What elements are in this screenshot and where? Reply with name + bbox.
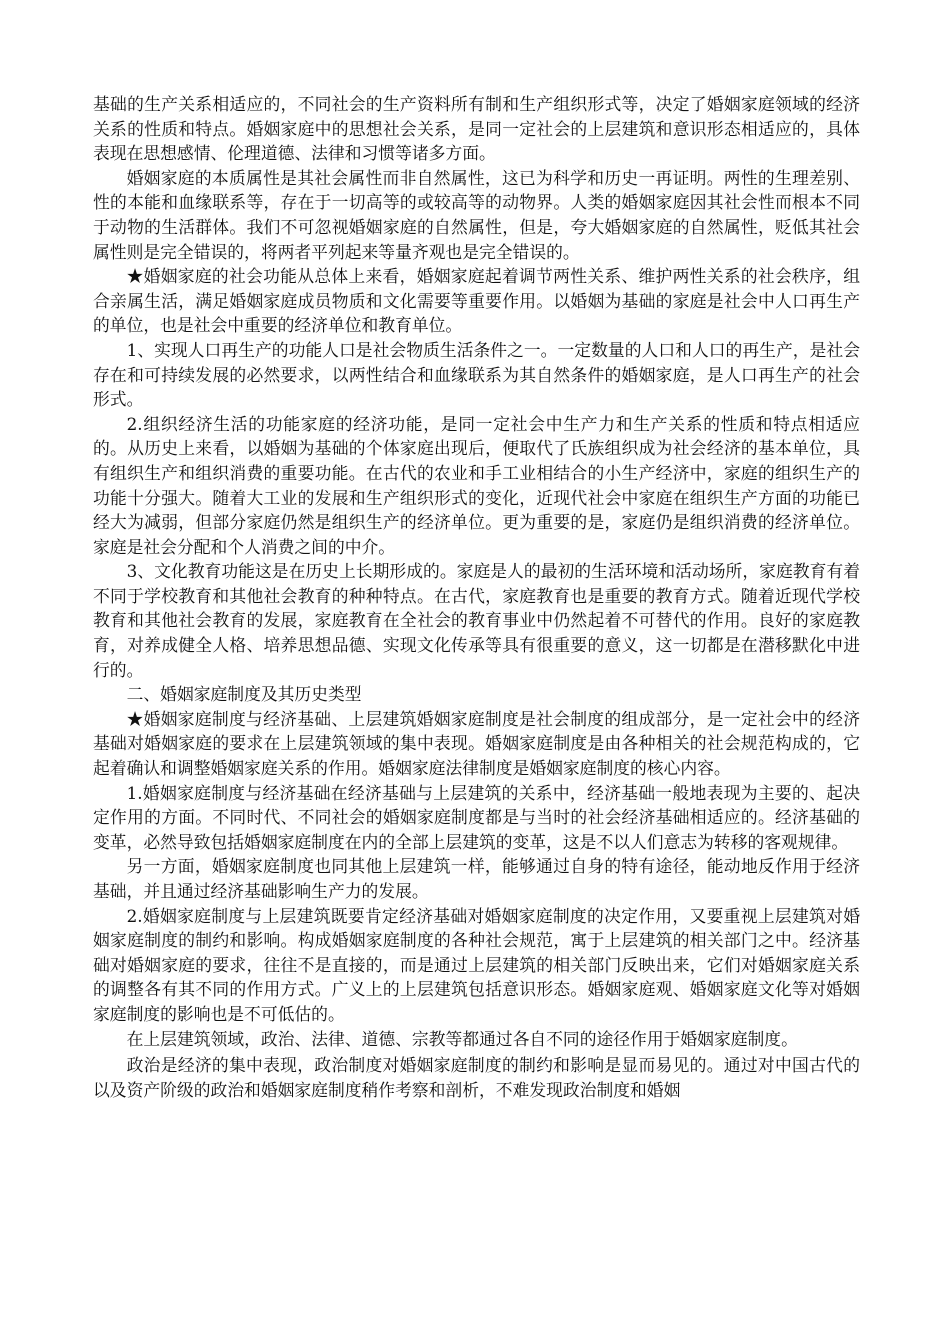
paragraph-12: 政治是经济的集中表现，政治制度对婚姻家庭制度的制约和影响是显而易见的。通过对中国古代的以及资产阶级的政治和婚姻家庭制度稍作考察和剖析，不难发现政治制度和婚姻 <box>93 1055 860 1100</box>
section-heading: 二、婚姻家庭制度及其历史类型 <box>126 684 362 705</box>
paragraph-1: 基础的生产关系相适应的，不同社会的生产资料所有制和生产组织形式等，决定了婚姻家庭领域的经济关系的性质和特点。婚姻家庭中的思想社会关系，是同一定社会的上层建筑和意识形态相适应的，具体表现在思想感情、伦理道德、法律和习惯等诸多方面。 <box>93 94 860 164</box>
paragraph-3: ★婚姻家庭的社会功能从总体上来看，婚姻家庭起着调节两性关系、维护两性关系的社会秩序，组合亲属生活，满足婚姻家庭成员物质和文化需要等重要作用。以婚姻为基础的家庭是社会中人口再生产的单位，也是社会中重要的经济单位和教育单位。 <box>93 266 860 336</box>
paragraph-4: 1、实现人口再生产的功能人口是社会物质生活条件之一。一定数量的人口和人口的再生产，是社会存在和可持续发展的必然要求，以两性结合和血缘联系为其自然条件的婚姻家庭，是人口再生产的社会形式。 <box>93 339 860 410</box>
paragraph-5: 2.组织经济生活的功能家庭的经济功能，是同一定社会中生产力和生产关系的性质和特点相适应的。从历史上来看，以婚姻为基础的个体家庭出现后，便取代了氏族组织成为社会经济的基本单位，具有组织生产和组织消费的重要功能。在古代的农业和手工业相结合的小生产经济中，家庭的组织生产的功能十分强大。随着大工业的发展和生产组织形式的变化，近现代社会中家庭在组织生产方面的功能已经大为减弱，但部分家庭仍然是组织生产的经济单位。更为重要的是，家庭仍是组织消费的经济单位。家庭是社会分配和个人消费之间的中介。 <box>93 413 860 557</box>
paragraph-11: 在上层建筑领域，政治、法律、道德、宗教等都通过各自不同的途径作用于婚姻家庭制度。 <box>126 1028 798 1049</box>
paragraph-7: ★婚姻家庭制度与经济基础、上层建筑婚姻家庭制度是社会制度的组成部分，是一定社会中的经济基础对婚姻家庭的要求在上层建筑领域的集中表现。婚姻家庭制度是由各种相关的社会规范构成的，它起着确认和调整婚姻家庭关系的作用。婚姻家庭法律制度是婚姻家庭制度的核心内容。 <box>93 708 860 779</box>
document-body <box>93 92 860 1102</box>
paragraph-9: 另一方面，婚姻家庭制度也同其他上层建筑一样，能够通过自身的特有途径，能动地反作用于经济基础，并且通过经济基础影响生产力的发展。 <box>93 856 860 901</box>
paragraph-8: 1.婚姻家庭制度与经济基础在经济基础与上层建筑的关系中，经济基础一般地表现为主要的、起决定作用的方面。不同时代、不同社会的婚姻家庭制度都是与当时的社会经济基础相适应的。经济基础的变革，必然导致包括婚姻家庭制度在内的全部上层建筑的变革，这是不以人们意志为转移的客观规律。 <box>93 782 860 852</box>
paragraph-10: 2.婚姻家庭制度与上层建筑既要肯定经济基础对婚姻家庭制度的决定作用，又要重视上层建筑对婚姻家庭制度的制约和影响。构成婚姻家庭制度的各种社会规范，寓于上层建筑的相关部门之中。经济基础对婚姻家庭的要求，往往不是直接的，而是通过上层建筑的相关部门反映出来，它们对婚姻家庭关系的调整各有其不同的作用方式。广义上的上层建筑包括意识形态。婚姻家庭观、婚姻家庭文化等对婚姻家庭制度的影响也是不可低估的。 <box>93 905 860 1024</box>
paragraph-2: 婚姻家庭的本质属性是其社会属性而非自然属性，这已为科学和历史一再证明。两性的生理差别、性的本能和血缘联系等，存在于一切高等的或较高等的动物界。人类的婚姻家庭因其社会性而根本不同于动物的生活群体。我们不可忽视婚姻家庭的自然属性，但是，夸大婚姻家庭的自然属性，贬低其社会属性则是完全错误的，将两者平列起来等量齐观也是完全错误的。 <box>93 167 860 262</box>
paragraph-6: 3、文化教育功能这是在历史上长期形成的。家庭是人的最初的生活环境和活动场所，家庭教育有着不同于学校教育和其他社会教育的种种特点。在古代，家庭教育也是重要的教育方式。随着近现代学校教育和其他社会教育的发展，家庭教育在全社会的教育事业中仍然起着不可替代的作用。良好的家庭教育，对养成健全人格、培养思想品德、实现文化传承等具有很重要的意义，这一切都是在潜移默化中进行的。 <box>93 561 860 680</box>
